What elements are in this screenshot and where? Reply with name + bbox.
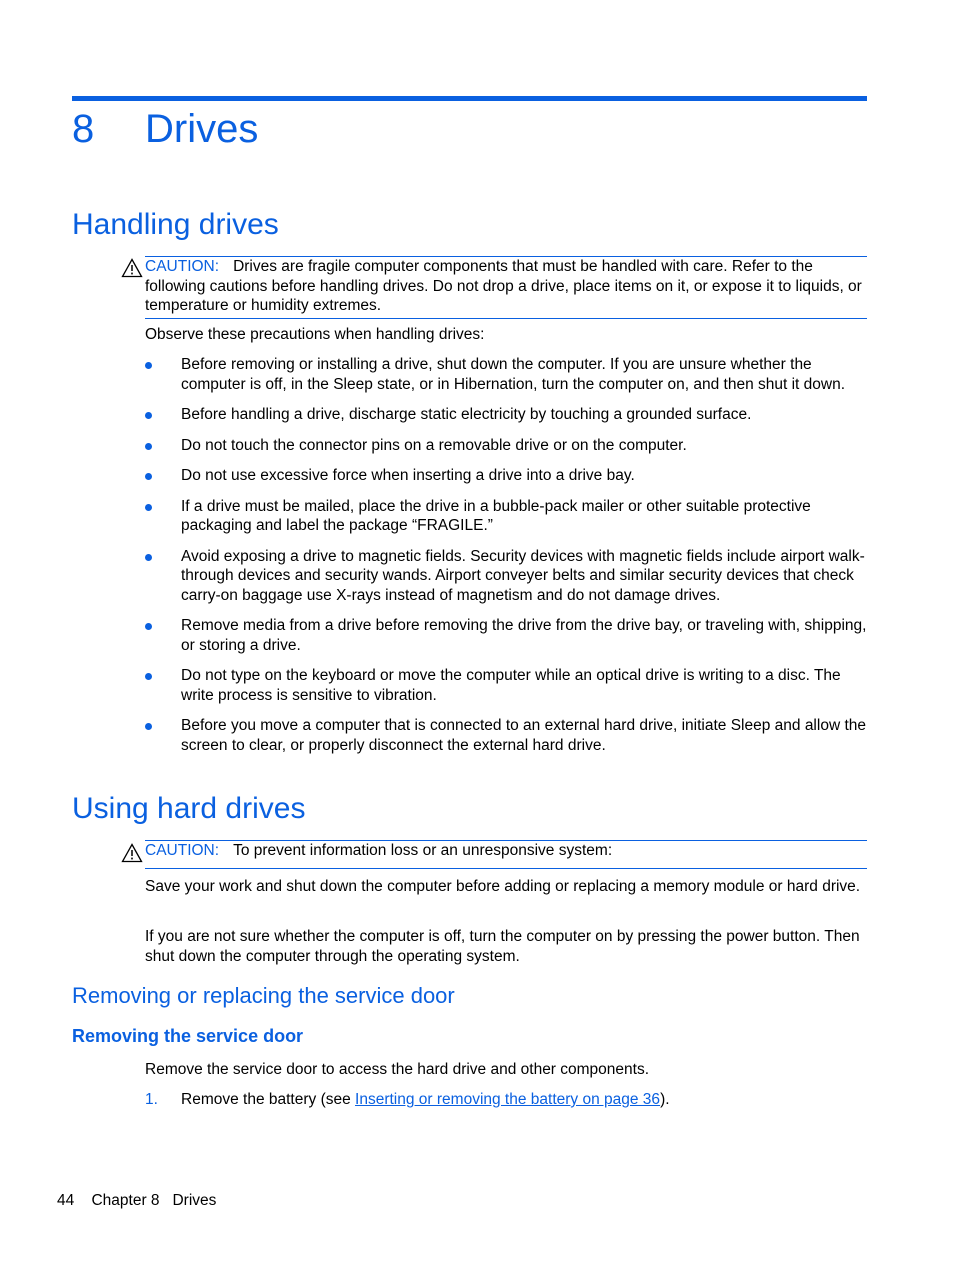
list-item: Before you move a computer that is connected to an external hard drive, initiate Sleep and allow the screen to clear, or properly disconnect the external hard drive. — [145, 716, 867, 755]
bullet-icon — [145, 554, 152, 561]
warning-triangle-icon — [121, 843, 143, 863]
list-item: Do not use excessive force when inserting a drive into a drive bay. — [145, 466, 867, 486]
subsection-heading-removing-door: Removing the service door — [72, 1026, 304, 1046]
paragraph: Save your work and shut down the computer before adding or replacing a memory module or hard drive. — [145, 878, 861, 895]
page-footer — [57, 1191, 216, 1211]
footer-title: Drives — [172, 1192, 217, 1209]
bullet-icon — [145, 473, 152, 480]
bullet-icon — [145, 362, 152, 369]
step-number: 1. — [145, 1091, 158, 1108]
paragraph: Remove the service door to access the hard drive and other components. — [145, 1061, 650, 1078]
caution-body: Drives are fragile computer components that must be handled with care. Refer to the following cautions before handling drives. Do not drop a drive, place items on it, or expose it to liquids, or temperature or humidity extremes. — [145, 258, 862, 314]
caution-label: CAUTION: — [145, 258, 220, 275]
caution-text — [145, 257, 867, 316]
bullet-icon — [145, 412, 152, 419]
list-item: Avoid exposing a drive to magnetic fields. Security devices with magnetic fields include airport walk-through devices and security wands. Airport conveyer belts and similar security devices that check carry-on baggage use X-rays instead of magnetism and do not damage drives. — [145, 547, 867, 606]
caution-label: CAUTION: — [145, 842, 220, 859]
page-number: 44 — [57, 1192, 75, 1209]
intro-paragraph: Observe these precautions when handling drives: — [145, 326, 485, 343]
battery-page-link[interactable]: Inserting or removing the battery on page 36 — [355, 1091, 661, 1108]
list-item: Do not type on the keyboard or move the computer while an optical drive is writing to a disc. The write process is sensitive to vibration. — [145, 666, 867, 705]
chapter-number: 8 — [72, 107, 95, 151]
bullet-icon — [145, 623, 152, 630]
step-text: Remove the battery (see Inserting or removing the battery on page 36). — [181, 1091, 670, 1108]
caution-box — [145, 840, 867, 869]
section-heading-using-hard-drives: Using hard drives — [72, 792, 306, 825]
section-heading-service-door: Removing or replacing the service door — [72, 983, 455, 1008]
bullet-icon — [145, 443, 152, 450]
warning-triangle-icon — [121, 258, 143, 278]
chapter-title: Drives — [145, 107, 259, 151]
bullet-icon — [145, 723, 152, 730]
list-item: Before removing or installing a drive, shut down the computer. If you are unsure whether the computer is off, in the Sleep state, or in Hibernation, turn the computer on, and then shut it down. — [145, 355, 867, 394]
list-item: Before handling a drive, discharge static electricity by touching a grounded surface. — [145, 405, 867, 425]
list-item: Remove media from a drive before removing the drive from the drive bay, or traveling with, shipping, or storing a drive. — [145, 616, 867, 655]
chapter-rule — [72, 96, 867, 101]
list-item: Do not touch the connector pins on a removable drive or on the computer. — [145, 436, 867, 456]
caution-box — [145, 256, 867, 319]
list-item: If a drive must be mailed, place the drive in a bubble-pack mailer or other suitable protective packaging and label the package “FRAGILE.” — [145, 497, 867, 536]
caution-body: To prevent information loss or an unresponsive system: — [233, 842, 613, 859]
bullet-icon — [145, 673, 152, 680]
precautions-list — [145, 355, 867, 755]
paragraph: If you are not sure whether the computer is off, turn the computer on by pressing the power button. Then shut down the computer through the operating system. — [145, 928, 860, 965]
section-heading-handling-drives: Handling drives — [72, 208, 279, 241]
bullet-icon — [145, 504, 152, 511]
caution-text — [145, 841, 867, 861]
footer-chapter: Chapter 8 — [91, 1192, 160, 1209]
